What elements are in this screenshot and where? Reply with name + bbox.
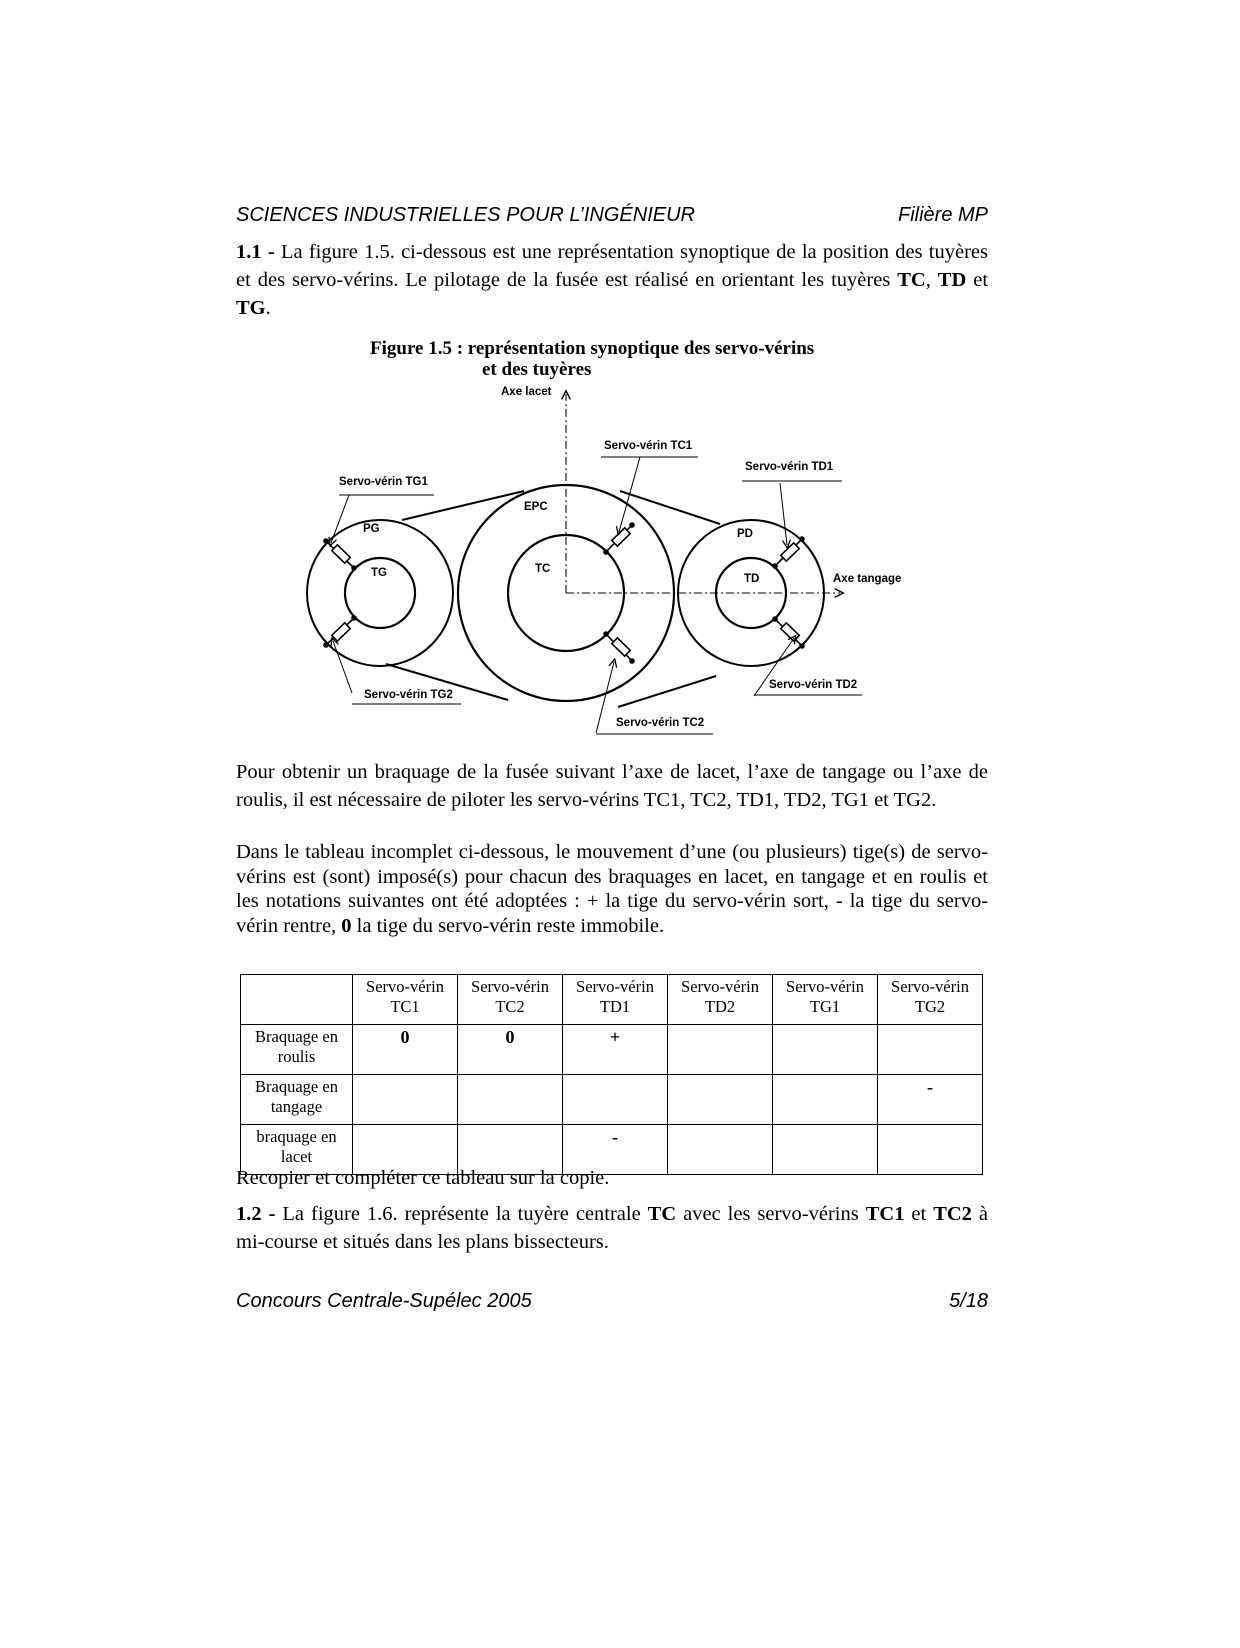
- table-row: [241, 1025, 983, 1075]
- column-header: Servo-vérin TG2: [878, 975, 983, 1025]
- actuator-td1: [773, 537, 804, 568]
- label-epc: EPC: [524, 501, 548, 513]
- label-servo-td1: Servo-vérin TD1: [745, 461, 834, 473]
- braquage-table: [240, 974, 983, 1175]
- paragraph-notations: [236, 840, 988, 938]
- table-cell: [563, 1075, 668, 1125]
- intro-sep: ,: [925, 269, 938, 291]
- label-axe-tangage: Axe tangage: [833, 573, 902, 585]
- table-cell: [458, 1075, 563, 1125]
- row-header: Braquage en tangage: [241, 1075, 353, 1125]
- intro-et: et: [966, 269, 989, 291]
- q12-text-4: à mi-course et situés dans les plans bissecteurs.: [236, 1203, 989, 1253]
- notation-plus-text: la tige du servo-vérin sort,: [598, 890, 836, 912]
- q12-tc: TC: [647, 1203, 677, 1225]
- table-cell: 0: [353, 1025, 458, 1075]
- label-axe-lacet: Axe lacet: [501, 386, 552, 398]
- label-servo-td2: Servo-vérin TD2: [769, 679, 858, 691]
- table-row: [241, 1075, 983, 1125]
- q12-text-1: La figure 1.6. représente la tuyère centrale: [275, 1203, 648, 1225]
- intro-end: .: [265, 297, 271, 319]
- label-servo-tg2: Servo-vérin TG2: [364, 689, 453, 701]
- column-header: Servo-vérin TC2: [458, 975, 563, 1025]
- table-cell: [353, 1075, 458, 1125]
- page-footer: [236, 1290, 988, 1313]
- label-td: TD: [744, 573, 760, 585]
- table-header-row: [241, 975, 983, 1025]
- table-cell: [878, 1025, 983, 1075]
- notations-text: Dans le tableau incomplet ci-dessous, le mouvement d’une (ou plusieurs) tige(s) de servo-vérins est (sont) imposé(s) pour chacun des braquages en lacet, en tangage et en roulis et les notations suivantes ont été adoptées :: [236, 841, 988, 912]
- row-header: Braquage en roulis: [241, 1025, 353, 1075]
- column-header: Servo-vérin TG1: [773, 975, 878, 1025]
- leader-tc2: [596, 662, 614, 733]
- q12-tc1: TC1: [865, 1203, 905, 1225]
- belt-line-bottom-right: [618, 676, 716, 707]
- intro-td: TD: [937, 269, 967, 291]
- leader-tg1: [331, 495, 349, 543]
- intro-tc: TC: [897, 269, 926, 291]
- question-number: 1.1 -: [236, 241, 275, 263]
- actuator-tc1: [604, 523, 634, 554]
- label-servo-tg1: Servo-vérin TG1: [339, 476, 428, 488]
- intro-text: La figure 1.5. ci-dessous est une représentation synoptique de la position des tuyères et des servo-vérins. Le pilotage de la fusée est réalisé en orientant les tuyères: [236, 241, 988, 291]
- notation-minus: -: [835, 890, 843, 912]
- pg-outer-circle: [307, 520, 453, 666]
- figure-caption-line1: Figure 1.5 : représentation synoptique des servo-vérins: [370, 338, 815, 359]
- header-track: Filière MP: [897, 204, 988, 226]
- actuator-tc2: [604, 632, 634, 663]
- leader-tc1: [619, 457, 640, 532]
- table-cell: [773, 1075, 878, 1125]
- nozzle-diagram: [0, 0, 1240, 760]
- label-tg: TG: [371, 567, 387, 579]
- table-cell: -: [878, 1075, 983, 1125]
- column-header: Servo-vérin TC1: [353, 975, 458, 1025]
- table-cell: [668, 1025, 773, 1075]
- paragraph-recopier: Recopier et compléter ce tableau sur la copie.: [236, 1167, 610, 1189]
- paragraph-braquage: Pour obtenir un braquage de la fusée suivant l’axe de lacet, l’axe de tangage ou l’axe de roulis, il est nécessaire de piloter les servo-vérins TC1, TC2, TD1, TD2, TG1 et TG2.: [236, 761, 988, 811]
- label-pd: PD: [737, 528, 753, 540]
- label-servo-tc2: Servo-vérin TC2: [616, 717, 705, 729]
- footer-contest: Concours Centrale-Supélec 2005: [236, 1290, 532, 1312]
- notation-plus: +: [586, 890, 599, 912]
- row-header: braquage en lacet: [241, 1125, 353, 1175]
- column-header: Servo-vérin TD2: [668, 975, 773, 1025]
- notation-minus-text: la tige du servo-vérin rentre,: [236, 890, 989, 937]
- table-corner: [241, 975, 353, 1025]
- leader-td1: [780, 483, 787, 545]
- table-cell: -: [563, 1125, 668, 1175]
- notation-zero: 0: [341, 914, 352, 937]
- paragraph-question-1-2: [236, 1200, 988, 1256]
- label-tc: TC: [535, 563, 551, 575]
- table-cell: +: [563, 1025, 668, 1075]
- label-servo-tc1: Servo-vérin TC1: [604, 440, 693, 452]
- footer-page-number: 5/18: [949, 1290, 988, 1312]
- leader-tg2: [333, 641, 352, 693]
- intro-tg: TG: [236, 297, 266, 319]
- figure-caption-line2: et des tuyères: [482, 359, 592, 380]
- table-cell: [668, 1075, 773, 1125]
- actuator-tg1: [324, 539, 356, 570]
- label-pg: PG: [363, 523, 380, 535]
- q12-text-2: avec les servo-vérins: [676, 1203, 866, 1225]
- question-number-1-2: 1.2 -: [236, 1203, 276, 1225]
- actuator-tg2: [324, 616, 356, 647]
- q12-tc2: TC2: [933, 1203, 972, 1225]
- table-cell: 0: [458, 1025, 563, 1075]
- notation-zero-text: la tige du servo-vérin reste immobile.: [351, 914, 665, 937]
- q12-text-3: et: [904, 1203, 934, 1225]
- actuator-td2: [773, 617, 804, 648]
- column-header: Servo-vérin TD1: [563, 975, 668, 1025]
- header-subject: SCIENCES INDUSTRIELLES POUR L’INGÉNIEUR: [236, 204, 695, 226]
- table-cell: [773, 1025, 878, 1075]
- belt-line-top-right: [620, 491, 720, 524]
